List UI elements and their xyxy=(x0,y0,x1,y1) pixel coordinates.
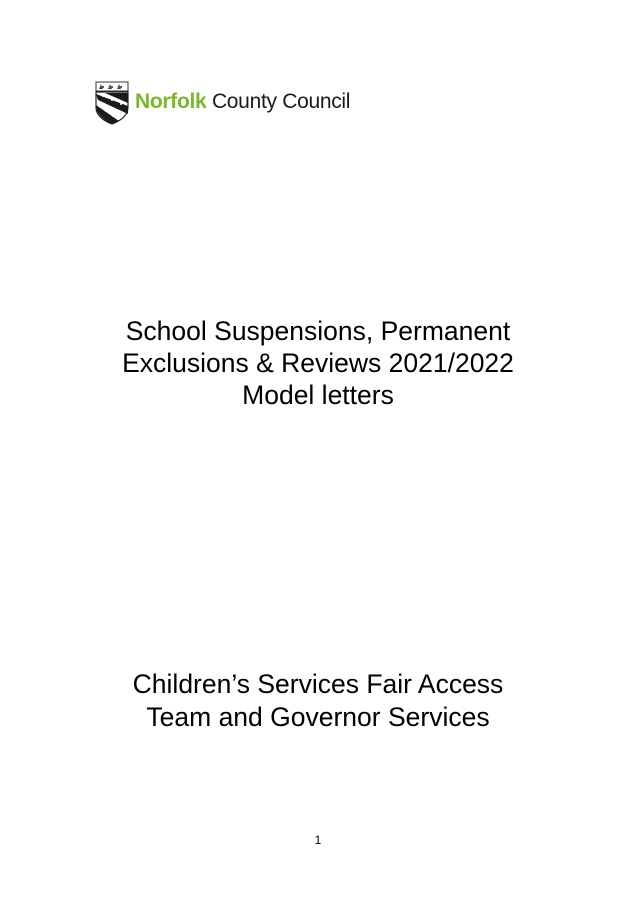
logo-brand-word: Norfolk xyxy=(135,89,207,113)
logo-rest-text: County Council xyxy=(206,89,351,113)
subtitle-line-1: Children’s Services Fair Access xyxy=(132,669,504,699)
page-number: 1 xyxy=(314,833,322,847)
document-title xyxy=(0,315,636,411)
document-subtitle xyxy=(0,668,636,734)
logo-wordmark xyxy=(135,91,350,112)
norfolk-crest-icon xyxy=(95,81,129,125)
title-line-1: School Suspensions, Permanent xyxy=(125,316,511,346)
title-line-2: Exclusions & Reviews 2021/2022 xyxy=(122,348,514,378)
title-line-3: Model letters xyxy=(242,380,394,410)
norfolk-county-council-logo xyxy=(95,80,350,126)
subtitle-line-2: Team and Governor Services xyxy=(146,702,490,732)
